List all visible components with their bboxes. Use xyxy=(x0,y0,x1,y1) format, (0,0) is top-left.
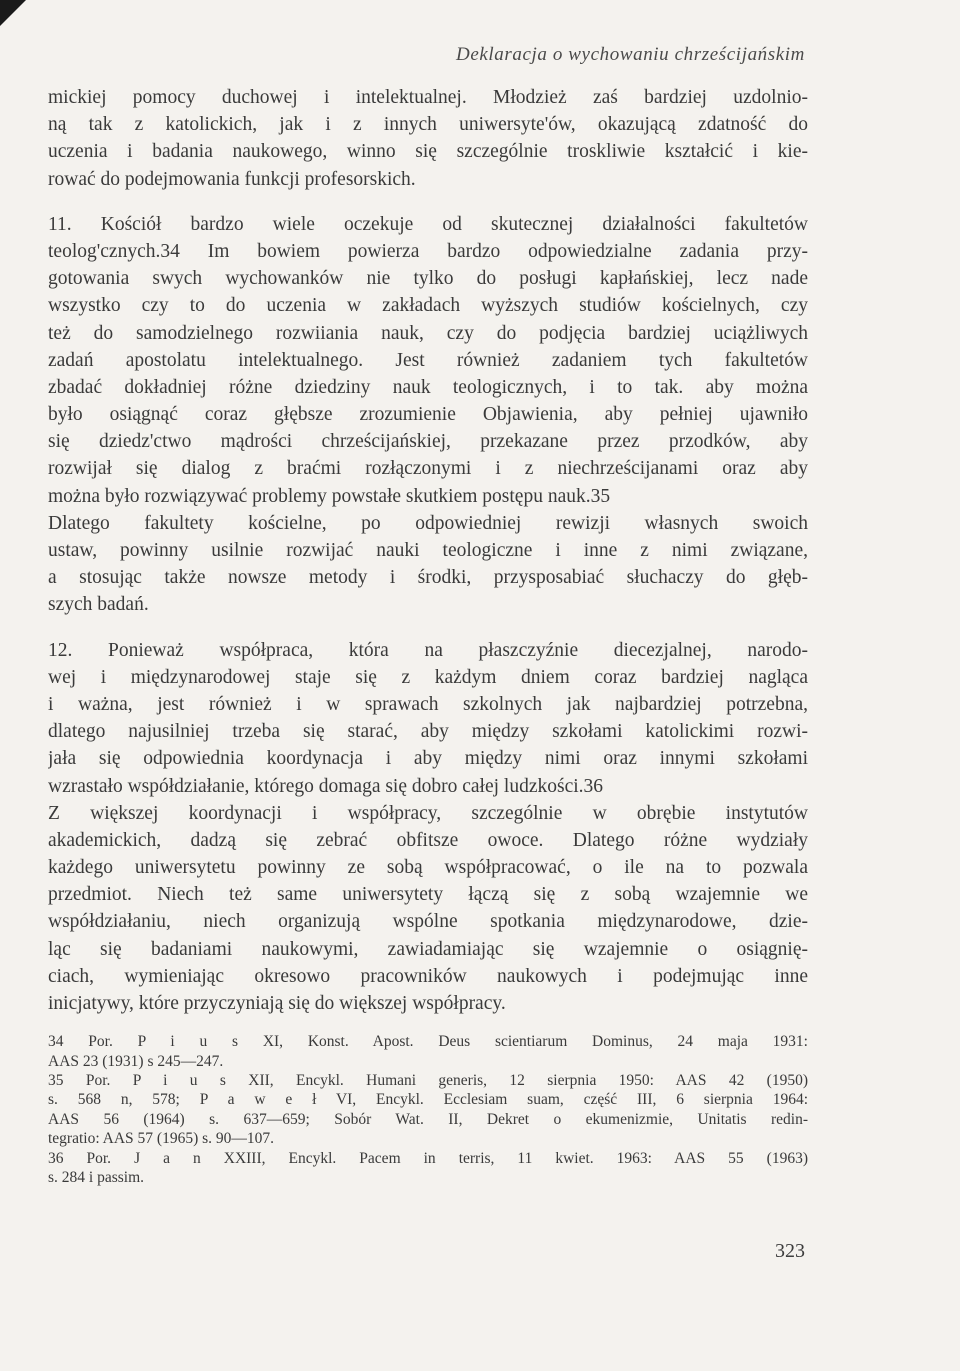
footnote-line: s. 284 i passim. xyxy=(48,1168,145,1186)
body-line: można było rozwiązywać problemy powstałe skutkiem postępu nauk.35 xyxy=(48,485,611,507)
footnote-line: 35 Por. P i u s XII, Encykl. Humani generis, 12 sierpnia 1950: AAS 42 (1950) xyxy=(48,1071,808,1089)
footnote-line: s. 568 n, 578; P a w e ł VI, Encykl. Ecclesiam suam, część III, 6 sierpnia 1964: xyxy=(48,1091,808,1109)
body-line: wej i międzynarodowej staje się z każdym dniem coraz bardziej nagląca xyxy=(48,666,808,688)
body-line: wszystko czy to do uczenia w zakładach wyższych studiów kościelnych, czy xyxy=(48,295,808,317)
page-corner-mark xyxy=(0,0,26,26)
body-line: zadań apostolatu intelektualnego. Jest również zadaniem tych fakultetów xyxy=(48,349,808,371)
body-line: współdziałaniu, niech organizują wspólne spotkania międzynarodowe, dzie- xyxy=(48,911,808,933)
body-line: dlatego najusilniej trzeba się starać, aby między szkołami katolickimi rozwi- xyxy=(48,721,808,743)
body-line: też do samodzielnego rozwiiania nauk, czy do podjęcia bardziej uciążliwych xyxy=(48,322,808,344)
body-line: Z większej koordynacji i współpracy, szczególnie w obrębie instytutów xyxy=(48,802,808,824)
body-line: każdego uniwersytetu powinny ze sobą współpracować, o ile na to pozwala xyxy=(48,857,808,879)
body-line: Dlatego fakultety kościelne, po odpowiedniej rewizji własnych swoich xyxy=(48,512,808,534)
footnote-line: tegratio: AAS 57 (1965) s. 90—107. xyxy=(48,1130,275,1148)
paragraph-gap xyxy=(48,619,808,637)
body-line: przedmiot. Niech też same uniwersytety łączą się z sobą wzajemnie we xyxy=(48,884,808,906)
body-line: mickiej pomocy duchowej i intelektualnej. Młodzież zaś bardziej uzdolnio- xyxy=(48,87,808,108)
body-line: jała się odpowiednia koordynacja i aby między nimi oraz innymi szkołami xyxy=(48,748,808,770)
paragraph-gap xyxy=(48,193,808,211)
body-line: ląc się badaniami naukowymi, zawiadamiając się wzajemnie o osiągnię- xyxy=(48,938,808,960)
body-line: a stosując także nowsze metody i środki, przysposabiać słuchaczy do głęb- xyxy=(48,567,808,589)
body-line: zbadać dokładniej różne dziedziny nauk teologicznych, i to tak. aby można xyxy=(48,376,808,398)
body-line: się dziedz'ctwo mądrości chrześcijańskiej, przekazane przez przodków, aby xyxy=(48,431,808,453)
body-line: 12. Ponieważ współpraca, która na płaszczyźnie diecezjalnej, narodo- xyxy=(48,639,808,661)
footnotes xyxy=(48,1032,808,1187)
body-line: wzrastało współdziałanie, którego domaga się dobro całej ludzkości.36 xyxy=(48,775,604,797)
footnote-line: 34 Por. P i u s XI, Konst. Apost. Deus scientiarum Dominus, 24 maja 1931: xyxy=(48,1033,808,1051)
body-line: akademickich, dadzą się zebrać obfitsze owoce. Dlatego różne wydziały xyxy=(48,829,808,851)
body-line: było osiągnąć coraz głębsze zrozumienie Objawienia, aby pełniej ujawniło xyxy=(48,404,808,426)
body-line: 11. Kościół bardzo wiele oczekuje od skutecznej działalności fakultetów xyxy=(48,213,808,235)
running-head: Deklaracja o wychowaniu chrześcijańskim xyxy=(456,44,805,65)
footnote-line: AAS 56 (1964) s. 637—659; Sobór Wat. II, Dekret o ekumenizmie, Unitatis redin- xyxy=(48,1110,808,1128)
body-line: rować do podejmowania funkcji profesorskich. xyxy=(48,168,416,190)
body-line: gotowania swych wychowanków nie tylko do posługi kapłańskiej, lecz nade xyxy=(48,268,808,290)
body-line: ciach, wymieniając okresowo pracowników naukowych i podejmując inne xyxy=(48,965,808,987)
body-line: teolog'cznych.34 Im bowiem powierza bardzo odpowiedzialne zadania przy- xyxy=(48,240,808,262)
body-line: i ważna, jest również i w sprawach szkolnych jak najbardziej potrzebna, xyxy=(48,693,808,715)
footnote-line: 36 Por. J a n XXIII, Encykl. Pacem in terris, 11 kwiet. 1963: AAS 55 (1963) xyxy=(48,1149,808,1167)
footnote-line: AAS 23 (1931) s 245—247. xyxy=(48,1052,224,1070)
body-line: inicjatywy, które przyczyniają się do większej współpracy. xyxy=(48,993,506,1014)
body-line: szych badań. xyxy=(48,594,149,616)
page-body xyxy=(48,84,808,1187)
body-line: ustaw, powinny usilnie rozwijać nauki teologiczne i inne z nimi związane, xyxy=(48,540,808,561)
page-number: 323 xyxy=(775,1240,805,1262)
body-line: rozwijał się dialog z braćmi rozłączonymi i z niechrześcijanami oraz aby xyxy=(48,458,808,480)
body-line: ną tak z katolickich, jak i z innych uniwersyte'ów, okazującą zdatność do xyxy=(48,114,808,136)
body-line: uczenia i badania naukowego, winno się szczególnie troskliwie kształcić i kie- xyxy=(48,141,808,163)
